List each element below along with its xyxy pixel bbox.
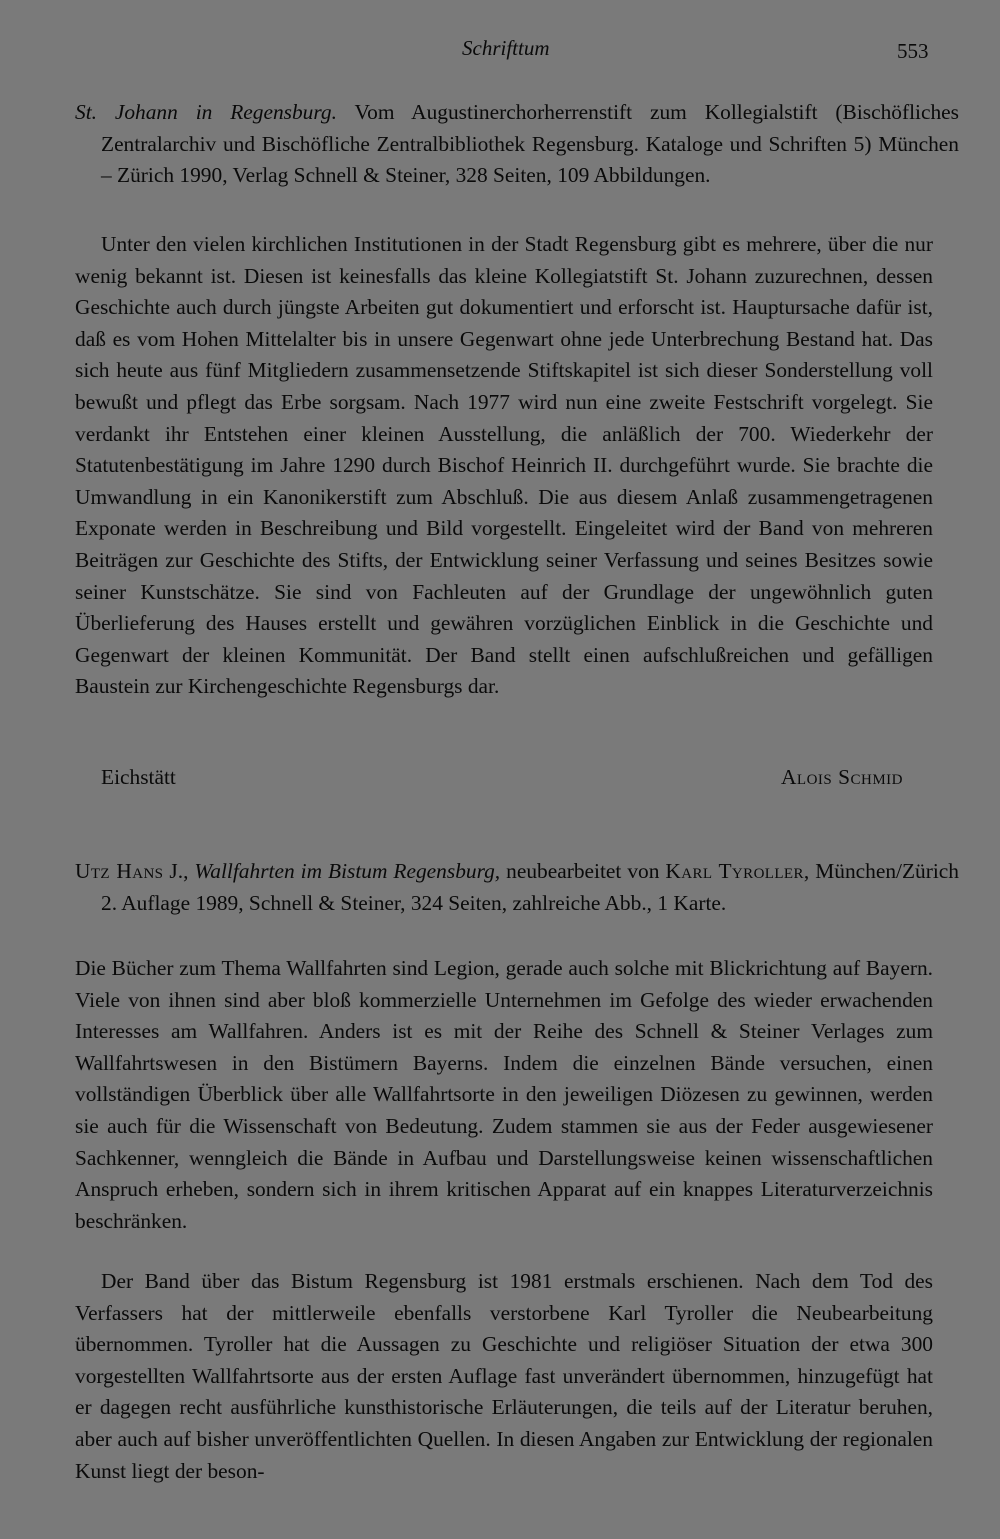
- review-1-reviewer: Alois Schmid: [780, 765, 903, 789]
- review-2-author: Utz Hans: [75, 859, 164, 883]
- review-2-editor: Karl Tyroller: [665, 859, 804, 883]
- running-title: Schrifttum: [462, 36, 550, 60]
- review-2-title: Wallfahrten im Bistum Regensburg,: [194, 859, 501, 883]
- running-head: [0, 36, 1000, 66]
- review-2-paragraph-2: Der Band über das Bistum Regensburg ist 1981 erstmals erschienen. Nach dem Tod des Verfassers hat der mittlerweile ebenfalls verstorbene Karl Tyroller die Neubearbeitung übernommen. Tyroller hat die Aussagen zu Geschichte und religiöser Situation der etwa 300 vorgestellten Wallfahrtsorte aus der ersten Auflage fast unverändert übernommen, hinzugefügt hat er dagegen recht ausführliche kunsthistorische Erläuterungen, die teils auf der Literatur beruhen, aber auch auf bisher unveröffentlichten Quellen. In diesen Angaben zur Entwicklung der regionalen Kunst liegt der beson-: [75, 1269, 933, 1483]
- review-2-citation: [75, 856, 959, 919]
- review-2-author-suffix: J.,: [163, 859, 195, 883]
- review-2-bib-part2: , München/Zürich 2. Auflage 1989, Schnell & Steiner, 324 Seiten, zahlreiche Abb., 1 Karte.: [101, 859, 959, 915]
- review-2-bib-part1: neubearbeitet von: [500, 859, 666, 883]
- review-2-paragraph-1: Die Bücher zum Thema Wallfahrten sind Legion, gerade auch solche mit Blickrichtung auf Bayern. Viele von ihnen sind aber bloß kommerzielle Unternehmen im Gefolge des wieder erwachenden Interesses am Wallfahren. Anders ist es mit der Reihe des Schnell & Steiner Verlages zum Wallfahrtswesen in den Bistümern Bayerns. Indem die einzelnen Bände versuchen, einen vollständigen Überblick über alle Wallfahrtsorte in den jeweiligen Diözesen zu gewinnen, werden sie auch für die Wissenschaft von Bedeutung. Zudem stammen sie aus der Feder ausgewiesener Sachkenner, wenngleich die Bände in Aufbau und Darstellungsweise keinen wissenschaftlichen Anspruch erheben, sondern sich in ihrem kritischen Apparat auf ein knappes Literaturverzeichnis beschränken.: [75, 956, 933, 1233]
- page-number: 553: [897, 39, 929, 63]
- review-1-place: Eichstätt: [101, 765, 176, 789]
- review-1-signature: [75, 762, 933, 794]
- review-1-body: Unter den vielen kirchlichen Institutionen in der Stadt Regensburg gibt es mehrere, über die nur wenig bekannt ist. Diesen ist keinesfalls das kleine Kollegiatstift St. Johann zuzurechnen, dessen Geschichte auch durch jüngste Arbeiten gut dokumentiert und erforscht ist. Hauptursache dafür ist, daß es vom Hohen Mittelalter bis in unsere Gegenwart ohne jede Unterbrechung Bestand hat. Das sich heute aus fünf Mitgliedern zusammensetzende Stiftskapitel ist sich dieser Sonderstellung voll bewußt und pflegt das Erbe sorgsam. Nach 1977 wird nun eine zweite Festschrift vorgelegt. Sie verdankt ihr Entstehen einer kleinen Ausstellung, die anläßlich der 700. Wiederkehr der Statutenbestätigung im Jahre 1290 durch Bischof Heinrich II. durchgeführt wurde. Sie brachte die Umwandlung in ein Kanonikerstift zum Abschluß. Die aus diesem Anlaß zusammengetragenen Exponate werden in Beschreibung und Bild vorgestellt. Eingeleitet wird der Band von mehreren Beiträgen zur Geschichte des Stifts, der Entwicklung seiner Verfassung und seines Besitzes sowie seiner Kunstschätze. Sie sind von Fachleuten auf der Grundlage der ungewöhnlich guten Überlieferung des Hauses erstellt und gewähren vorzüglichen Einblick in die Geschichte und Gegenwart der kleinen Kommunität. Der Band stellt einen aufschlußreichen und gefälligen Baustein zur Kirchengeschichte Regensburgs dar.: [75, 232, 933, 699]
- review-1-bibliographic-details: Vom Augustinerchorherrenstift zum Kollegialstift (Bischöfliches Zentralarchiv und Bischöfliche Zentralbibliothek Regensburg. Kataloge und Schriften 5) München – Zürich 1990, Verlag Schnell & Steiner, 328 Seiten, 109 Abbildungen.: [101, 100, 959, 188]
- review-1-citation: [75, 97, 959, 192]
- review-1-title: St. Johann in Regensburg.: [75, 100, 337, 124]
